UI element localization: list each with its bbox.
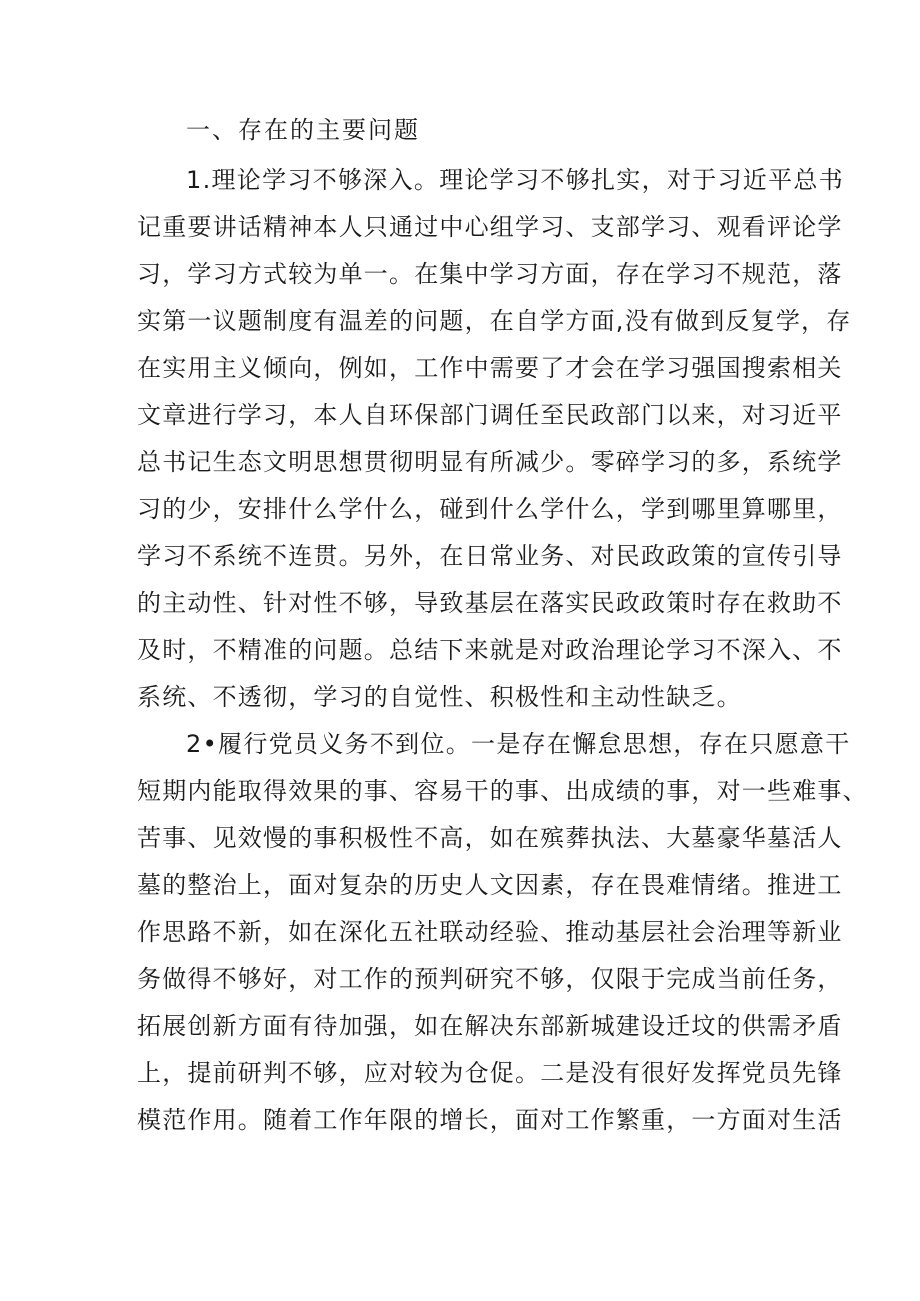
body-line-18: 务做得不够好，对工作的预判研究不够，仅限于完成当前任务，: [137, 965, 843, 993]
body-line-1: 1.理论学习不够深入。理论学习不够扎实，对于习近平总书: [186, 166, 844, 194]
body-line-8: 习的少，安排什么学什么，碰到什么学什么，学到哪里算哪里，: [137, 495, 843, 523]
body-line-11: 及时，不精准的问题。总结下来就是对政治理论学习不深入、不: [137, 636, 843, 664]
body-line-10: 的主动性、针对性不够，导致基层在落实民政政策时存在救助不: [137, 589, 843, 617]
section-heading: 一、存在的主要问题: [186, 116, 420, 144]
body-line-5: 在实用主义倾向，例如，工作中需要了才会在学习强国搜索相关: [137, 354, 843, 382]
body-line-2: 记重要讲话精神本人只通过中心组学习、支部学习、观看评论学: [137, 213, 843, 241]
body-line-15: 苦事、见效慢的事积极性不高，如在殡葬执法、大墓豪华墓活人: [137, 824, 843, 852]
body-line-13: 2•履行党员义务不到位。一是存在懈怠思想，存在只愿意干: [186, 730, 851, 758]
body-line-16: 墓的整治上，面对复杂的历史人文因素，存在畏难情绪。推进工: [137, 871, 843, 899]
body-line-12: 系统、不透彻，学习的自觉性、积极性和主动性缺乏。: [137, 683, 742, 711]
body-line-19: 拓展创新方面有待加强，如在解决东部新城建设迁坟的供需矛盾: [137, 1012, 843, 1040]
body-line-6: 文章进行学习，本人自环保部门调任至民政部门以来，对习近平: [137, 401, 843, 429]
body-line-4: 实第一议题制度有温差的问题，在自学方面,没有做到反复学，存: [137, 307, 852, 335]
body-line-3: 习，学习方式较为单一。在集中学习方面，存在学习不规范，落: [137, 260, 843, 288]
body-line-17: 作思路不新，如在深化五社联动经验、推动基层社会治理等新业: [137, 918, 843, 946]
body-line-21: 模范作用。随着工作年限的增长，面对工作繁重，一方面对生活: [137, 1106, 843, 1134]
body-line-9: 学习不系统不连贯。另外，在日常业务、对民政政策的宣传引导: [137, 542, 843, 570]
body-line-20: 上，提前研判不够，应对较为仓促。二是没有很好发挥党员先锋: [137, 1059, 843, 1087]
body-line-7: 总书记生态文明思想贯彻明显有所减少。零碎学习的多，系统学: [137, 448, 843, 476]
body-line-14: 短期内能取得效果的事、容易干的事、出成绩的事，对一些难事、: [137, 777, 868, 805]
